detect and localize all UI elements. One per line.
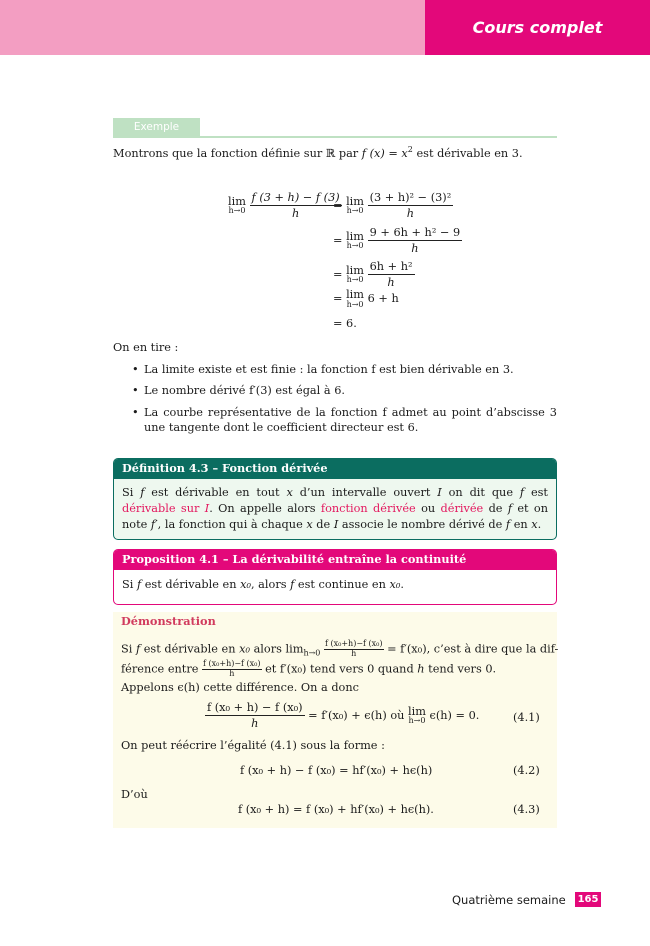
demo-line-3: Appelons ϵ(h) cette différence. On a donc [121,681,359,694]
step-3: = lim h→0 $\frac{\text{6h + h²}}{h}$ [333,260,413,290]
demonstration-title: Démonstration [121,614,216,628]
proposition-body: Si f est dérivable en x₀, alors f est continue en x₀. [122,578,404,591]
demo-line-1: Si f est dérivable en x₀ alors $\lim_{h\to 0}$ $\frac{\text{f (x₀+h)−f (x₀)}}{h}$ = f′(x₀), c’est à dire que la dif- [121,639,559,658]
demo-line-2: férence entre $\frac{\text{f (x₀+h)−f (x₀)}}{h}$ et f′(x₀) tend vers 0 quand h tend vers 0. [121,659,497,678]
conclusion-list [113,362,557,441]
equation-4-2: f (x₀ + h) − f (x₀) = hf′(x₀) + hϵ(h) [240,764,433,777]
conclusion-intro: On en tire : [113,341,179,354]
header-band-left [0,0,425,55]
example-rule [113,136,557,138]
proposition-title: Proposition 4.1 – La dérivabilité entraîne la continuité [114,550,556,570]
step-2: = lim h→0 $\frac{\text{9 + 6h + h² − 9}}{h}$ [333,226,461,256]
step-1: = lim h→0 $\frac{\text{(3 + h)² − (3)²}}{h}$ [333,191,452,221]
definition-box [113,458,557,540]
equation-4-1: $\frac{\text{f (x₀ + h) − f (x₀)}}{h}$ = f′(x₀) + ϵ(h) où lim h→0 ϵ(h) = 0. [207,701,480,731]
demo-line-4: On peut réécrire l’égalité (4.1) sous la forme : [121,739,385,752]
list-item: • Le nombre dérivé f′(3) est égal à 6. [113,383,557,398]
step-5: = 6. [333,317,357,330]
footer-text: Quatrième semaine [452,893,566,907]
equation-4-3: f (x₀ + h) = f (x₀) + hf′(x₀) + hϵ(h). [238,803,434,816]
equation-number: (4.1) [513,711,540,724]
demo-line-5: D’où [121,788,148,801]
list-item: • La limite existe et est finie : la fonction f est bien dérivable en 3. [113,362,557,377]
equation-number: (4.3) [513,803,540,816]
step-4: = lim h→0 6 + h [333,288,399,309]
example-tab: Exemple [113,118,200,137]
example-intro: Montrons que la fonction définie sur ℝ par f $(x) = x^2$ est dérivable en 3. [113,145,523,160]
equation-number: (4.2) [513,764,540,777]
list-item: • La courbe représentative de la fonction f admet au point d’abscisse 3 une tangente dont le coefficient directeur est 6. [113,405,557,436]
proposition-box [113,549,557,605]
page-number: 165 [575,892,601,907]
definition-title: Définition 4.3 – Fonction dérivée [114,459,556,479]
header-title: Cours complet [472,17,603,37]
definition-body: Si f est dérivable en tout x d’un intervalle ouvert I on dit que f est dérivable sur I. On appelle alors fonction dérivée ou dérivée de f et on note f′, la fonction qui à chaque x de I associe le nombre dérivé de f en x. [122,486,549,531]
lhs-limit: lim h→0 $\frac{f (3 + h) - f (3)}{h}$ [228,191,340,221]
